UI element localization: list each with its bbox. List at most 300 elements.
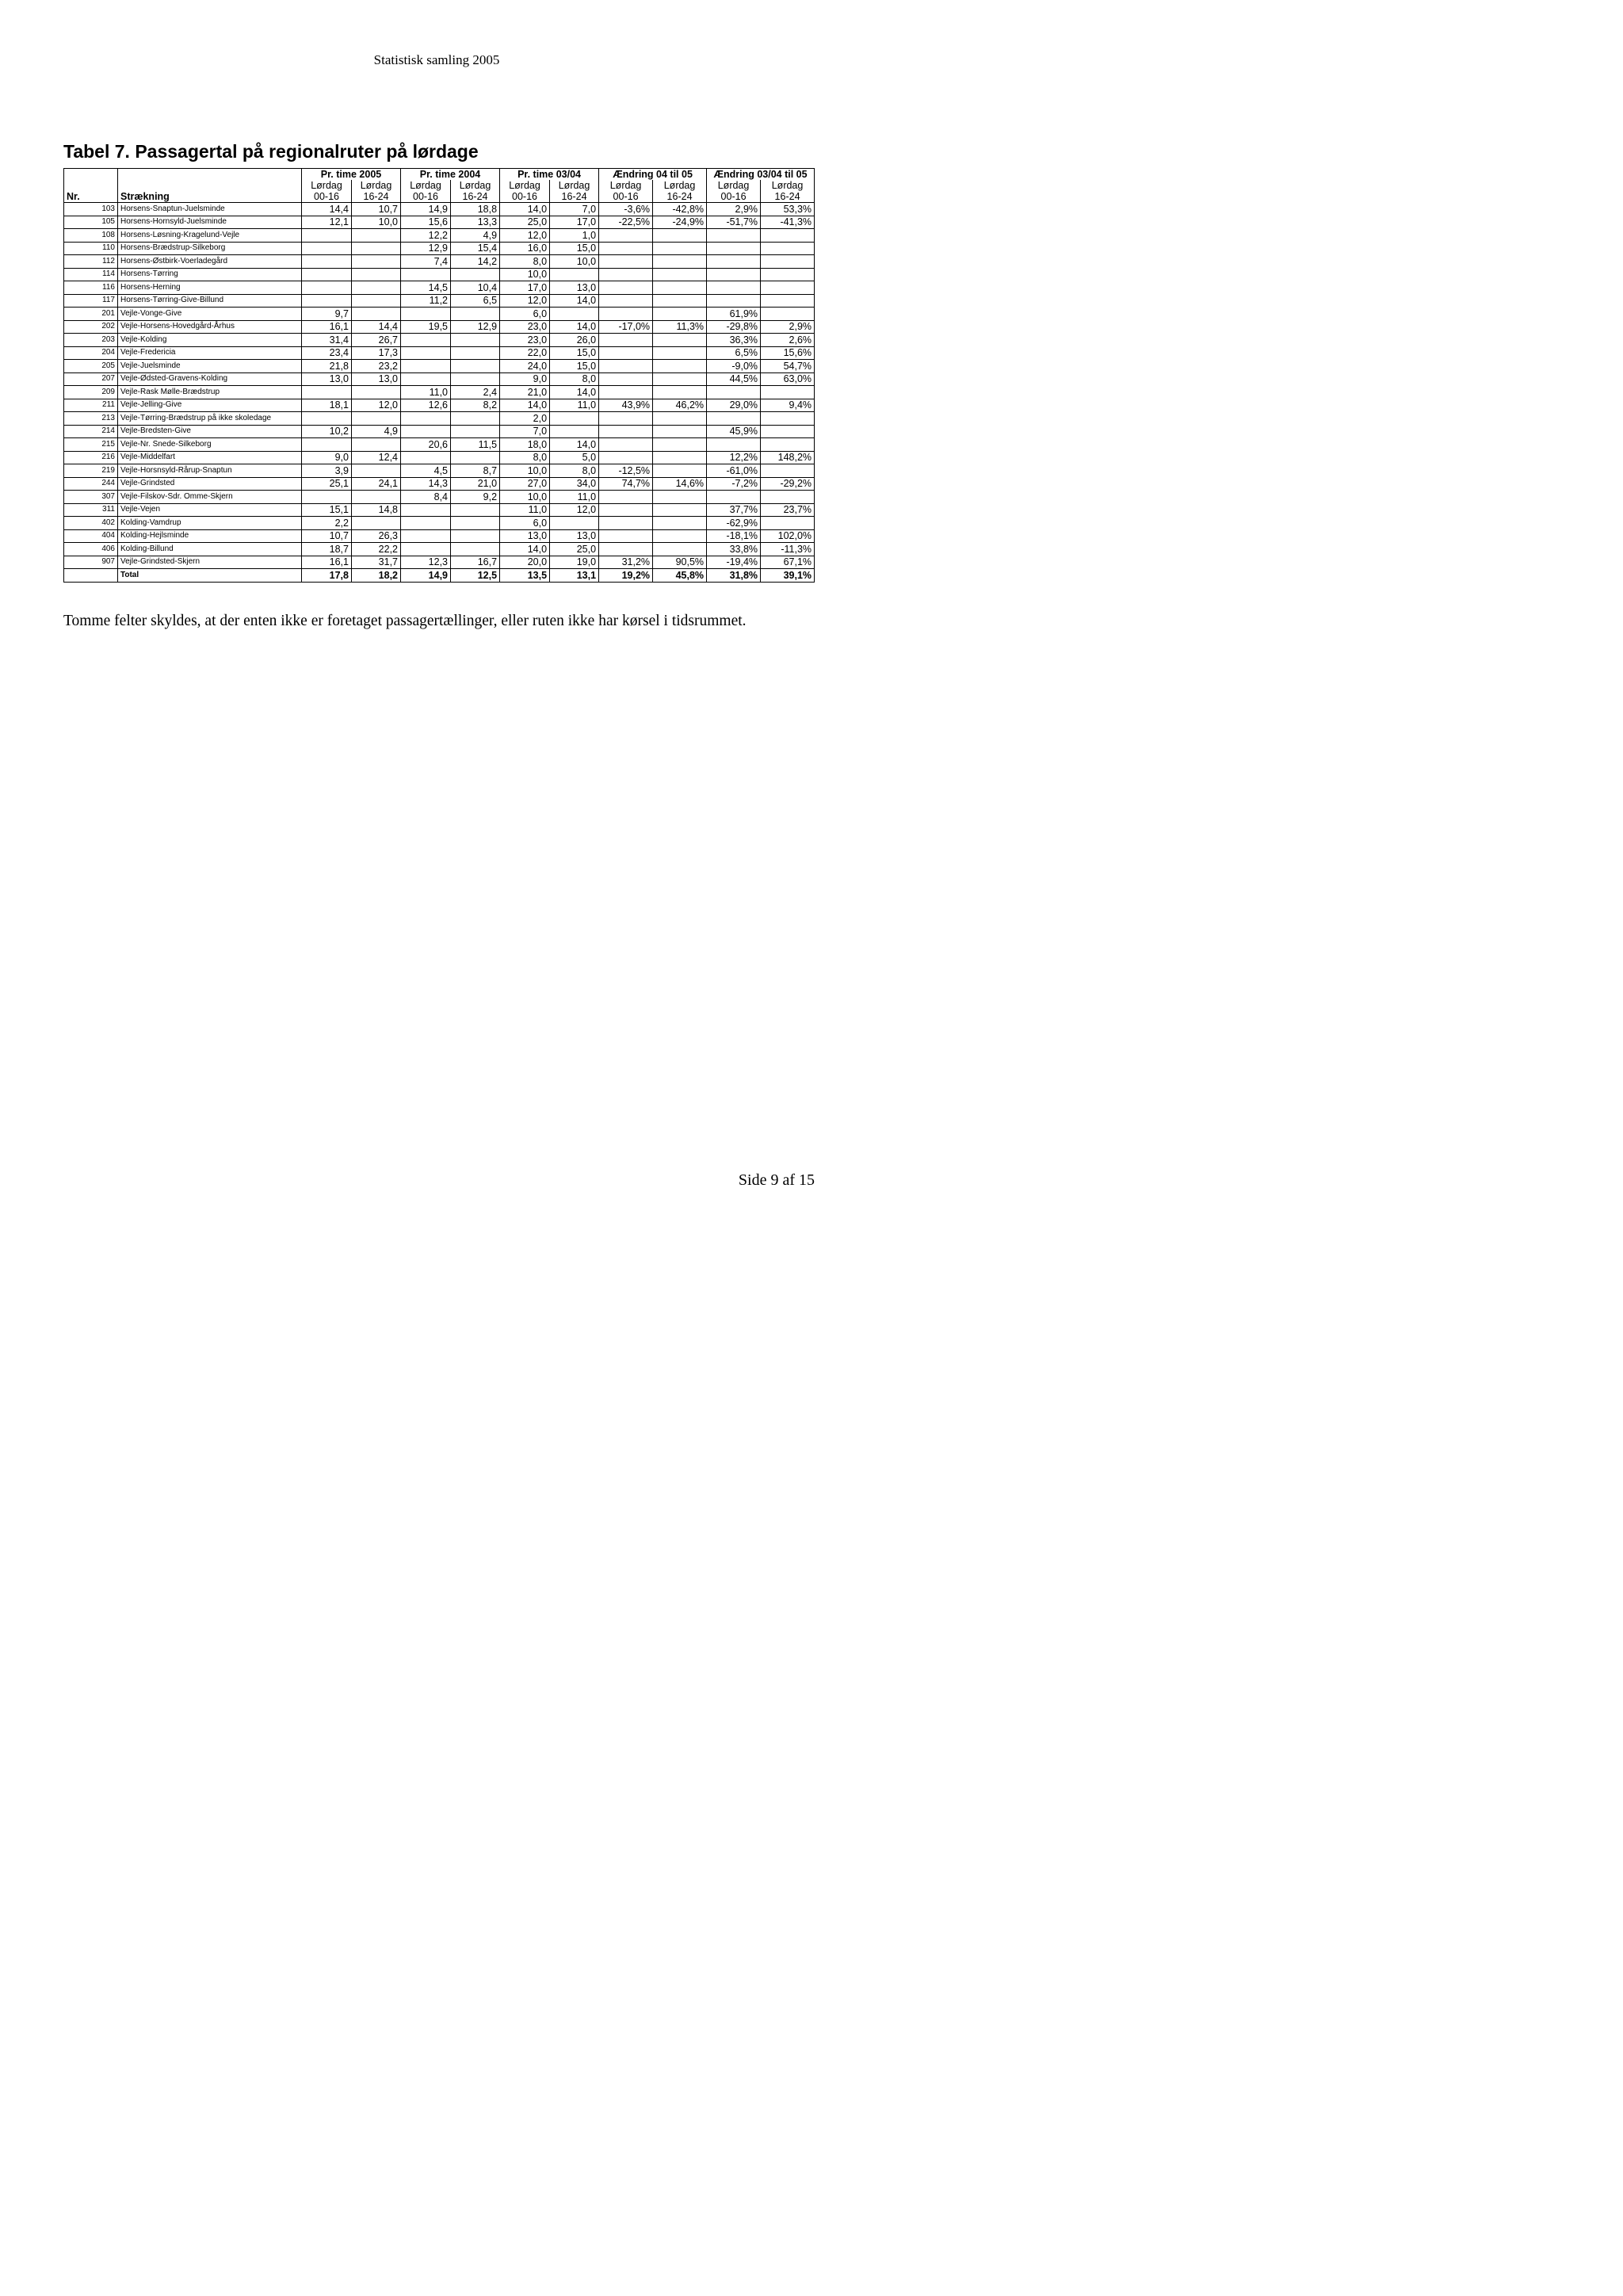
value-cell	[550, 425, 599, 438]
value-cell	[302, 281, 352, 295]
day-header: Lørdag	[352, 180, 401, 191]
value-cell: 36,3%	[707, 334, 761, 347]
table-row	[64, 294, 815, 308]
value-cell: 14,4	[352, 320, 401, 334]
value-cell	[550, 308, 599, 321]
route-number: 907	[64, 556, 118, 569]
value-cell: 13,0	[550, 529, 599, 543]
value-cell: 12,0	[500, 294, 550, 308]
value-cell	[302, 268, 352, 281]
group-header: Ændring 03/04 til 05	[707, 169, 815, 181]
value-cell	[302, 386, 352, 399]
value-cell	[653, 464, 707, 478]
value-cell	[653, 334, 707, 347]
value-cell: 13,3	[451, 216, 500, 229]
value-cell: 7,4	[401, 255, 451, 269]
value-cell: 14,6%	[653, 477, 707, 491]
value-cell: 14,3	[401, 477, 451, 491]
value-cell	[653, 346, 707, 360]
value-cell	[599, 529, 653, 543]
value-cell: 11,0	[401, 386, 451, 399]
value-cell: 10,0	[550, 255, 599, 269]
value-cell	[550, 517, 599, 530]
value-cell	[707, 294, 761, 308]
value-cell: 102,0%	[761, 529, 815, 543]
value-cell: 31,8%	[707, 569, 761, 583]
value-cell: 9,0	[500, 372, 550, 386]
value-cell: 10,0	[500, 268, 550, 281]
interval-header: 00-16	[599, 191, 653, 203]
table-row	[64, 543, 815, 556]
route-name: Vejle-Ødsted-Gravens-Kolding	[118, 372, 302, 386]
route-name: Vejle-Tørring-Brædstrup på ikke skoledage	[118, 412, 302, 426]
table-title: Tabel 7. Passagertal på regionalruter på lørdage	[63, 141, 479, 162]
value-cell: 8,0	[550, 372, 599, 386]
route-name: Vejle-Jelling-Give	[118, 399, 302, 412]
value-cell	[653, 255, 707, 269]
value-cell: 67,1%	[761, 556, 815, 569]
route-name: Horsens-Brædstrup-Silkeborg	[118, 242, 302, 255]
value-cell	[599, 360, 653, 373]
value-cell: 9,2	[451, 491, 500, 504]
value-cell	[599, 543, 653, 556]
value-cell: 13,0	[352, 372, 401, 386]
value-cell	[599, 451, 653, 464]
value-cell: 16,1	[302, 320, 352, 334]
value-cell: 12,0	[500, 229, 550, 243]
value-cell: 6,5%	[707, 346, 761, 360]
value-cell: -61,0%	[707, 464, 761, 478]
value-cell	[707, 281, 761, 295]
value-cell: 12,4	[352, 451, 401, 464]
value-cell: 14,5	[401, 281, 451, 295]
value-cell	[707, 491, 761, 504]
value-cell: -29,8%	[707, 320, 761, 334]
value-cell: 14,9	[401, 203, 451, 216]
value-cell	[352, 229, 401, 243]
nr-header: Nr.	[64, 191, 118, 203]
value-cell	[707, 229, 761, 243]
value-cell	[302, 491, 352, 504]
value-cell: 8,0	[500, 255, 550, 269]
value-cell: -7,2%	[707, 477, 761, 491]
value-cell: 2,9%	[761, 320, 815, 334]
table-row	[64, 529, 815, 543]
route-name: Vejle-Bredsten-Give	[118, 425, 302, 438]
group-header: Ændring 04 til 05	[599, 169, 707, 181]
route-number: 105	[64, 216, 118, 229]
table-row	[64, 346, 815, 360]
route-name: Vejle-Juelsminde	[118, 360, 302, 373]
value-cell: 25,0	[550, 543, 599, 556]
value-cell	[352, 255, 401, 269]
value-cell	[761, 464, 815, 478]
value-cell: 15,4	[451, 242, 500, 255]
value-cell: 24,0	[500, 360, 550, 373]
interval-header: 00-16	[500, 191, 550, 203]
value-cell: 4,5	[401, 464, 451, 478]
route-number: 110	[64, 242, 118, 255]
route-number: 117	[64, 294, 118, 308]
value-cell: 10,0	[500, 491, 550, 504]
value-cell	[761, 386, 815, 399]
value-cell	[302, 229, 352, 243]
table-row	[64, 412, 815, 426]
route-number: 219	[64, 464, 118, 478]
value-cell: 26,0	[550, 334, 599, 347]
value-cell	[599, 438, 653, 452]
route-name: Horsens-Tørring	[118, 268, 302, 281]
value-cell	[302, 255, 352, 269]
route-name: Kolding-Vamdrup	[118, 517, 302, 530]
value-cell	[653, 229, 707, 243]
value-cell	[761, 425, 815, 438]
route-number: 406	[64, 543, 118, 556]
value-cell: 148,2%	[761, 451, 815, 464]
value-cell: 34,0	[550, 477, 599, 491]
value-cell: 4,9	[451, 229, 500, 243]
route-number: 402	[64, 517, 118, 530]
route-number: 103	[64, 203, 118, 216]
header-row-groups	[64, 169, 815, 181]
route-number: 214	[64, 425, 118, 438]
value-cell: 14,9	[401, 569, 451, 583]
value-cell	[352, 294, 401, 308]
value-cell	[451, 425, 500, 438]
value-cell: 10,2	[302, 425, 352, 438]
value-cell	[599, 268, 653, 281]
value-cell	[352, 412, 401, 426]
route-number: 213	[64, 412, 118, 426]
value-cell: 61,9%	[707, 308, 761, 321]
header-row-interval	[64, 191, 815, 203]
value-cell: 10,4	[451, 281, 500, 295]
value-cell	[653, 491, 707, 504]
value-cell: 13,0	[500, 529, 550, 543]
table-row	[64, 216, 815, 229]
header-row-day	[64, 180, 815, 191]
route-number: 203	[64, 334, 118, 347]
value-cell: -9,0%	[707, 360, 761, 373]
page-footer: Side 9 af 15	[738, 1171, 815, 1189]
value-cell: 14,0	[550, 438, 599, 452]
value-cell: 12,9	[401, 242, 451, 255]
table-row	[64, 203, 815, 216]
route-number: 201	[64, 308, 118, 321]
value-cell	[761, 268, 815, 281]
value-cell	[401, 346, 451, 360]
value-cell	[653, 451, 707, 464]
value-cell: 27,0	[500, 477, 550, 491]
value-cell: 26,7	[352, 334, 401, 347]
value-cell: 14,0	[550, 320, 599, 334]
value-cell: 39,1%	[761, 569, 815, 583]
value-cell	[761, 242, 815, 255]
route-name: Vejle-Middelfart	[118, 451, 302, 464]
value-cell: 18,2	[352, 569, 401, 583]
table-row	[64, 517, 815, 530]
route-name: Vejle-Vonge-Give	[118, 308, 302, 321]
value-cell	[707, 412, 761, 426]
table-row	[64, 556, 815, 569]
group-header: Pr. time 2005	[302, 169, 401, 181]
page-header: Statistisk samling 2005	[373, 52, 500, 67]
value-cell	[401, 372, 451, 386]
value-cell: 19,0	[550, 556, 599, 569]
interval-header: 16-24	[352, 191, 401, 203]
value-cell	[653, 543, 707, 556]
interval-header: 16-24	[653, 191, 707, 203]
day-header: Lørdag	[653, 180, 707, 191]
value-cell	[653, 308, 707, 321]
value-cell	[352, 517, 401, 530]
value-cell: 63,0%	[761, 372, 815, 386]
value-cell: 13,0	[302, 372, 352, 386]
value-cell: 23,7%	[761, 503, 815, 517]
table-row	[64, 281, 815, 295]
value-cell	[401, 412, 451, 426]
value-cell: 22,0	[500, 346, 550, 360]
route-number: 116	[64, 281, 118, 295]
route-number: 207	[64, 372, 118, 386]
value-cell	[352, 242, 401, 255]
value-cell	[761, 229, 815, 243]
value-cell	[653, 386, 707, 399]
value-cell	[550, 412, 599, 426]
value-cell: 10,7	[352, 203, 401, 216]
value-cell: 43,9%	[599, 399, 653, 412]
value-cell	[451, 412, 500, 426]
value-cell: 7,0	[500, 425, 550, 438]
value-cell	[451, 268, 500, 281]
value-cell: 12,0	[550, 503, 599, 517]
value-cell: 8,0	[500, 451, 550, 464]
table-row	[64, 425, 815, 438]
value-cell: 23,0	[500, 320, 550, 334]
day-header: Lørdag	[550, 180, 599, 191]
value-cell: 7,0	[550, 203, 599, 216]
route-name: Horsens-Herning	[118, 281, 302, 295]
table-row	[64, 477, 815, 491]
interval-header: 16-24	[550, 191, 599, 203]
value-cell: -42,8%	[653, 203, 707, 216]
value-cell: -3,6%	[599, 203, 653, 216]
value-cell: 12,9	[451, 320, 500, 334]
value-cell: 23,4	[302, 346, 352, 360]
value-cell: 11,0	[550, 399, 599, 412]
value-cell: 18,7	[302, 543, 352, 556]
value-cell	[653, 281, 707, 295]
value-cell: 12,2	[401, 229, 451, 243]
value-cell	[451, 543, 500, 556]
value-cell: 12,1	[302, 216, 352, 229]
route-name: Vejle-Grindsted-Skjern	[118, 556, 302, 569]
value-cell	[451, 529, 500, 543]
table-row	[64, 360, 815, 373]
value-cell	[599, 308, 653, 321]
value-cell	[599, 386, 653, 399]
route-name: Vejle-Horsnsyld-Rårup-Snaptun	[118, 464, 302, 478]
value-cell: -11,3%	[761, 543, 815, 556]
value-cell: 16,1	[302, 556, 352, 569]
value-cell: 25,1	[302, 477, 352, 491]
value-cell: 12,3	[401, 556, 451, 569]
route-number	[64, 569, 118, 583]
value-cell	[451, 346, 500, 360]
route-name: Horsens-Løsning-Kragelund-Vejle	[118, 229, 302, 243]
value-cell: 14,0	[500, 399, 550, 412]
value-cell	[761, 255, 815, 269]
value-cell	[707, 268, 761, 281]
table-row	[64, 320, 815, 334]
route-name: Horsens-Tørring-Give-Billund	[118, 294, 302, 308]
value-cell	[550, 268, 599, 281]
value-cell	[451, 451, 500, 464]
value-cell	[707, 242, 761, 255]
route-number: 108	[64, 229, 118, 243]
value-cell: 9,4%	[761, 399, 815, 412]
value-cell	[352, 281, 401, 295]
value-cell	[302, 412, 352, 426]
value-cell: 6,5	[451, 294, 500, 308]
route-number: 114	[64, 268, 118, 281]
route-name: Horsens-Østbirk-Voerladegård	[118, 255, 302, 269]
value-cell	[653, 503, 707, 517]
value-cell: -18,1%	[707, 529, 761, 543]
passenger-table	[63, 168, 815, 583]
route-name: Vejle-Nr. Snede-Silkeborg	[118, 438, 302, 452]
day-header: Lørdag	[401, 180, 451, 191]
interval-header: 16-24	[761, 191, 815, 203]
value-cell	[653, 242, 707, 255]
value-cell	[401, 451, 451, 464]
route-name: Vejle-Horsens-Hovedgård-Århus	[118, 320, 302, 334]
route-number: 215	[64, 438, 118, 452]
value-cell: 14,2	[451, 255, 500, 269]
value-cell: 18,0	[500, 438, 550, 452]
value-cell: 15,6%	[761, 346, 815, 360]
value-cell: -24,9%	[653, 216, 707, 229]
value-cell: 53,3%	[761, 203, 815, 216]
value-cell	[707, 438, 761, 452]
value-cell: 13,5	[500, 569, 550, 583]
value-cell: 26,3	[352, 529, 401, 543]
table-row	[64, 268, 815, 281]
table-row	[64, 372, 815, 386]
route-name: Horsens-Snaptun-Juelsminde	[118, 203, 302, 216]
table-row	[64, 503, 815, 517]
value-cell: 11,3%	[653, 320, 707, 334]
value-cell	[599, 281, 653, 295]
value-cell	[599, 517, 653, 530]
route-name: Kolding-Billund	[118, 543, 302, 556]
value-cell: 6,0	[500, 308, 550, 321]
interval-header: 16-24	[451, 191, 500, 203]
group-header: Pr. time 2004	[401, 169, 500, 181]
value-cell: 16,0	[500, 242, 550, 255]
value-cell: 12,5	[451, 569, 500, 583]
value-cell	[653, 372, 707, 386]
value-cell: 25,0	[500, 216, 550, 229]
route-number: 202	[64, 320, 118, 334]
value-cell	[352, 438, 401, 452]
value-cell: 90,5%	[653, 556, 707, 569]
value-cell: 14,0	[500, 543, 550, 556]
route-name: Vejle-Vejen	[118, 503, 302, 517]
value-cell	[451, 360, 500, 373]
value-cell: 14,0	[550, 294, 599, 308]
route-name: Vejle-Rask Mølle-Brædstrup	[118, 386, 302, 399]
value-cell	[761, 281, 815, 295]
route-name: Vejle-Grindsted	[118, 477, 302, 491]
route-number: 204	[64, 346, 118, 360]
route-number: 404	[64, 529, 118, 543]
value-cell: 18,1	[302, 399, 352, 412]
value-cell	[599, 491, 653, 504]
day-header: Lørdag	[707, 180, 761, 191]
value-cell: 14,8	[352, 503, 401, 517]
value-cell: 19,5	[401, 320, 451, 334]
value-cell	[761, 438, 815, 452]
value-cell: 12,6	[401, 399, 451, 412]
value-cell: 74,7%	[599, 477, 653, 491]
value-cell: 15,0	[550, 242, 599, 255]
value-cell	[401, 529, 451, 543]
table-row	[64, 464, 815, 478]
value-cell	[599, 255, 653, 269]
value-cell	[302, 438, 352, 452]
value-cell	[352, 268, 401, 281]
value-cell	[352, 464, 401, 478]
value-cell	[653, 360, 707, 373]
table-row	[64, 255, 815, 269]
value-cell: 12,0	[352, 399, 401, 412]
value-cell	[352, 308, 401, 321]
value-cell	[761, 491, 815, 504]
interval-header: 00-16	[302, 191, 352, 203]
value-cell: -51,7%	[707, 216, 761, 229]
value-cell	[352, 491, 401, 504]
value-cell: 54,7%	[761, 360, 815, 373]
value-cell	[401, 425, 451, 438]
route-number: 209	[64, 386, 118, 399]
value-cell: 2,4	[451, 386, 500, 399]
route-number: 211	[64, 399, 118, 412]
value-cell: 13,1	[550, 569, 599, 583]
value-cell: 8,4	[401, 491, 451, 504]
value-cell	[451, 334, 500, 347]
value-cell: 20,0	[500, 556, 550, 569]
total-row	[64, 569, 815, 583]
value-cell	[599, 242, 653, 255]
value-cell: 33,8%	[707, 543, 761, 556]
value-cell	[599, 372, 653, 386]
table-row	[64, 491, 815, 504]
value-cell: 44,5%	[707, 372, 761, 386]
route-name: Kolding-Hejlsminde	[118, 529, 302, 543]
value-cell: 23,0	[500, 334, 550, 347]
value-cell: 29,0%	[707, 399, 761, 412]
value-cell	[599, 503, 653, 517]
value-cell: 8,2	[451, 399, 500, 412]
value-cell: 16,7	[451, 556, 500, 569]
value-cell	[599, 334, 653, 347]
day-header: Lørdag	[302, 180, 352, 191]
value-cell: 15,0	[550, 360, 599, 373]
value-cell	[599, 425, 653, 438]
value-cell: 31,7	[352, 556, 401, 569]
value-cell	[653, 268, 707, 281]
